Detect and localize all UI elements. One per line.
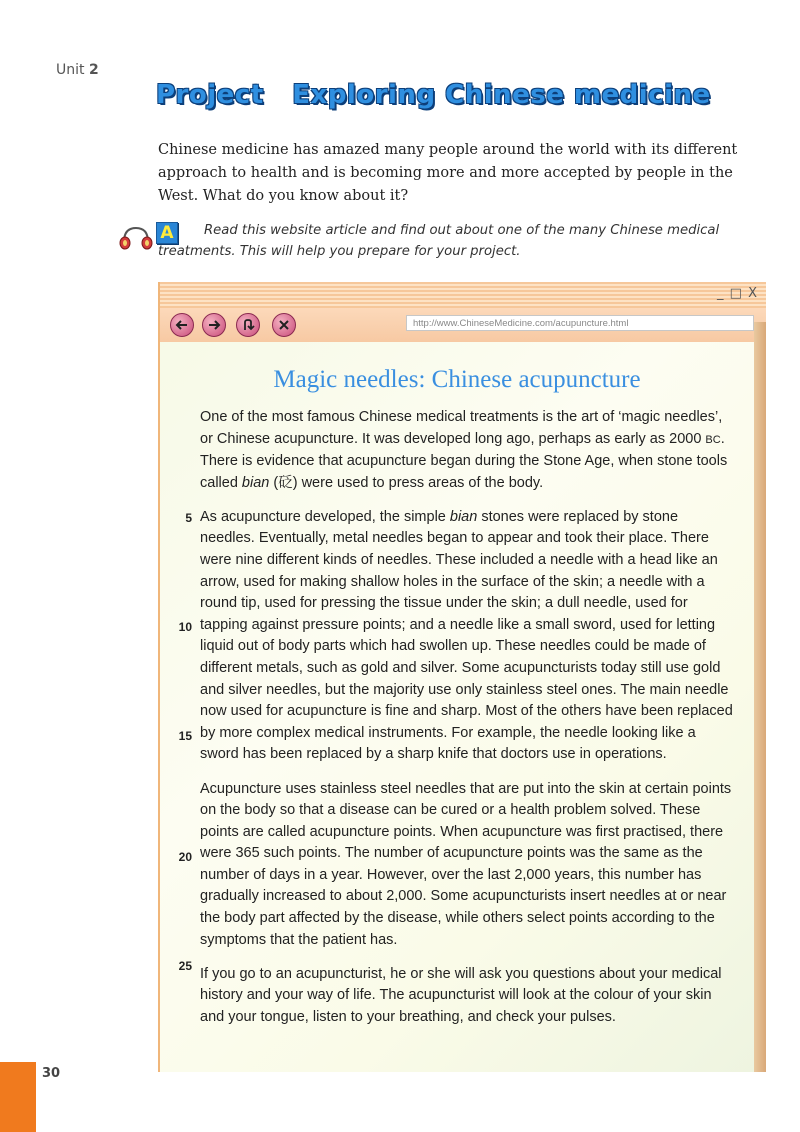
article-body: [200, 407, 736, 1041]
article-paragraph-1: [200, 407, 736, 494]
article-title: Magic needles: Chinese acupuncture: [273, 366, 641, 393]
article-paragraph-4: If you go to an acupuncturist, he or she will ask you questions about your medical history and your way of life. The acupuncturist will look at the colour of your skin and your tongue, listen to your breathing, and check your pulses.: [200, 965, 722, 1025]
page-title: Project Exploring Chinese medicine: [156, 80, 711, 110]
line-number: 10: [178, 620, 192, 634]
back-icon[interactable]: [170, 313, 194, 337]
window-controls[interactable]: _ □ X: [717, 286, 758, 301]
article-paragraph-2: [200, 507, 736, 766]
address-bar[interactable]: http://www.ChineseMedicine.com/acupuncture.html: [406, 315, 754, 331]
line-number: 5: [185, 511, 192, 525]
activity-label-badge: A: [156, 222, 178, 244]
unit-prefix: Unit: [56, 62, 85, 78]
bian-character: (砭): [273, 474, 298, 491]
line-number: 15: [178, 729, 192, 743]
bian-term: bian: [449, 508, 478, 525]
stop-icon[interactable]: [272, 313, 296, 337]
text-run: One of the most famous Chinese medical treatments is the art of ‘magic needles’, or Chinese acupuncture. It was developed long ago, perhaps as early as 2000: [200, 409, 723, 447]
page-corner-tab: [0, 1062, 36, 1132]
browser-toolbar: [160, 308, 766, 342]
line-number: 25: [178, 959, 192, 973]
page-number: 30: [42, 1066, 61, 1081]
browser-titlebar: [160, 282, 766, 308]
article-paragraph-3: Acupuncture uses stainless steel needles that are put into the skin at certain points on the body so that a disease can be cured or a health problem solved. These points are called acupuncture points. When acupuncture was first practised, there were 365 such points. The number of acupuncture points was the same as the number of days in a year. However, over the last 2,000 years, this number has gradually increased to about 2,000. Some acupuncturists insert needles at or near the body part affected by the disease, while others select points according to the symptoms that the patient has.: [200, 780, 732, 948]
line-number: 20: [178, 850, 192, 864]
browser-window: [158, 282, 766, 1072]
text-run: . There is evidence that acupuncture began during the Stone Age, when stone tools called: [200, 430, 728, 491]
activity-a: [118, 220, 758, 262]
bian-term: bian: [241, 474, 270, 491]
text-run: As acupuncture developed, the simple: [200, 508, 450, 525]
unit-number: 2: [88, 62, 99, 78]
headphones-icon: [118, 224, 154, 254]
browser-scrollbar[interactable]: [754, 322, 766, 1072]
intro-paragraph: Chinese medicine has amazed many people around the world with its different approach to health and is becoming more and more accepted by people in the West. What do you know about it?: [158, 142, 738, 204]
activity-instructions: Read this website article and find out about one of the many Chinese medical treatments. This will help you prepare for your project.: [158, 223, 720, 259]
bc-abbr: BC: [705, 433, 721, 446]
text-run: were used to press areas of the body.: [297, 474, 544, 491]
refresh-icon[interactable]: [236, 313, 260, 337]
text-run: stones were replaced by stone needles. Eventually, metal needles began to appear and took their place. There were nine different kinds of needles. These included a needle with a head like an arrow, used for making shallow holes in the surface of the skin; a needle with a round tip, used for pressing the tissue under the skin; a dull needle, used for tapping against pressure points; and a needle like a small sword, used for letting liquid out of body parts which had swollen up. These needles could be made of different metals, such as gold and silver. Some acupuncturists today still use gold and silver needles, but the majority use only stainless steel ones. The main needle now used for acupuncture is fine and sharp. Most of the others have been replaced by more complex medical instruments. For example, the needle looking like a sword has been replaced by a sharp knife that doctors use in operations.: [200, 508, 733, 763]
forward-icon[interactable]: [202, 313, 226, 337]
unit-label: [56, 62, 99, 78]
